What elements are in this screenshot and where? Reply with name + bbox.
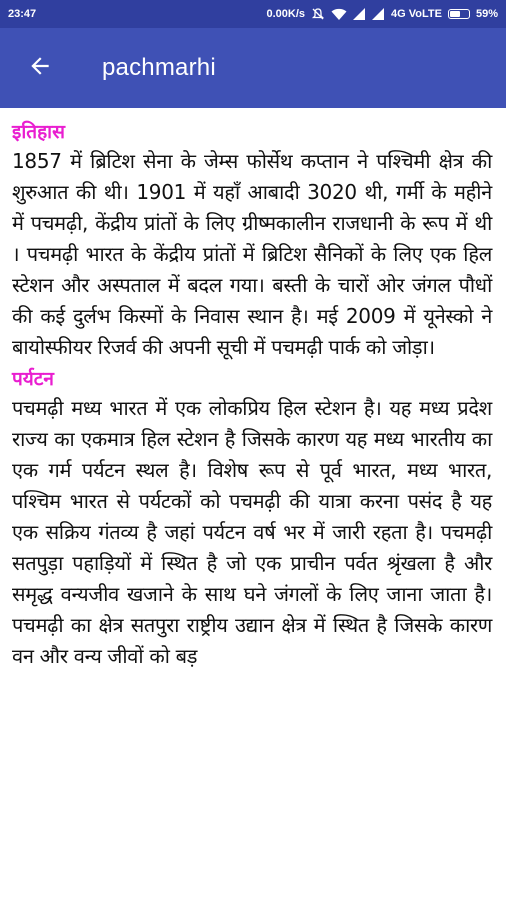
battery-percent: 59% bbox=[475, 8, 498, 20]
signal-icon bbox=[353, 8, 366, 20]
section-text: पचमढ़ी मध्य भारत में एक लोकप्रिय हिल स्टेशन है। यह मध्य प्रदेश राज्य का एकमात्र हिल स्टेशन है जिसके कारण यह मध्य भारतीय का एक गर्म पर्यटन स्थल है। विशेष रूप से पूर्व भारत, मध्य भारत, पश्चिम भारत से पर्यटकों को पचमढ़ी की यात्रा करना पसंद है यह एक सक्रिय गंतव्य है जहां पर्यटन वर्ष भर में जारी रहता है। पचमढ़ी सतपुड़ा पहाड़ियों में स्थित है जो एक प्राचीन पर्वत श्रृंखला है और समृद्ध वन्यजीव खजाने के साथ घने जंगलों के लिए जाना जाता है। पचमढ़ी का क्षेत्र सतपुरा राष्ट्रीय उद्यान क्षेत्र में स्थित है जिसके कारण वन और वन्य जीवों को बड़ bbox=[12, 396, 492, 668]
battery-icon bbox=[448, 9, 470, 19]
mute-icon bbox=[311, 7, 325, 21]
section-history bbox=[12, 118, 492, 363]
status-time: 23:47 bbox=[8, 8, 37, 20]
section-heading: इतिहास bbox=[12, 121, 65, 143]
wifi-icon bbox=[331, 8, 347, 21]
signal-icon bbox=[372, 8, 385, 20]
article-content[interactable] bbox=[0, 108, 506, 672]
app-bar bbox=[0, 28, 506, 108]
status-bar bbox=[0, 0, 506, 28]
section-text: 1857 में ब्रिटिश सेना के जेम्स फोर्सेथ कप्तान ने पश्चिमी क्षेत्र की शुरुआत की थी। 1901 में यहाँ आबादी 3020 थी, गर्मी के महीने में पचमढ़ी, केंद्रीय प्रांतों के लिए ग्रीष्मकालीन राजधानी के रूप में थी । पचमढ़ी भारत के केंद्रीय प्रांतों में ब्रिटिश सैनिकों के लिए एक हिल स्टेशन और अस्पताल में बदल गया। बस्ती के चारों ओर जंगल पौधों की कई दुर्लभ किस्मों के निवास स्थान है। मई 2009 में यूनेस्को ने बायोस्फीयर रिजर्व की अपनी सूची में पचमढ़ी पार्क को जोड़ा। bbox=[12, 149, 492, 359]
page-title: pachmarhi bbox=[102, 54, 216, 81]
network-speed: 0.00K/s bbox=[266, 8, 306, 20]
section-heading: पर्यटन bbox=[12, 368, 54, 390]
arrow-back-icon bbox=[27, 53, 53, 83]
network-type: 4G VoLTE bbox=[391, 8, 442, 20]
back-button[interactable] bbox=[0, 28, 80, 108]
section-tourism bbox=[12, 365, 492, 672]
